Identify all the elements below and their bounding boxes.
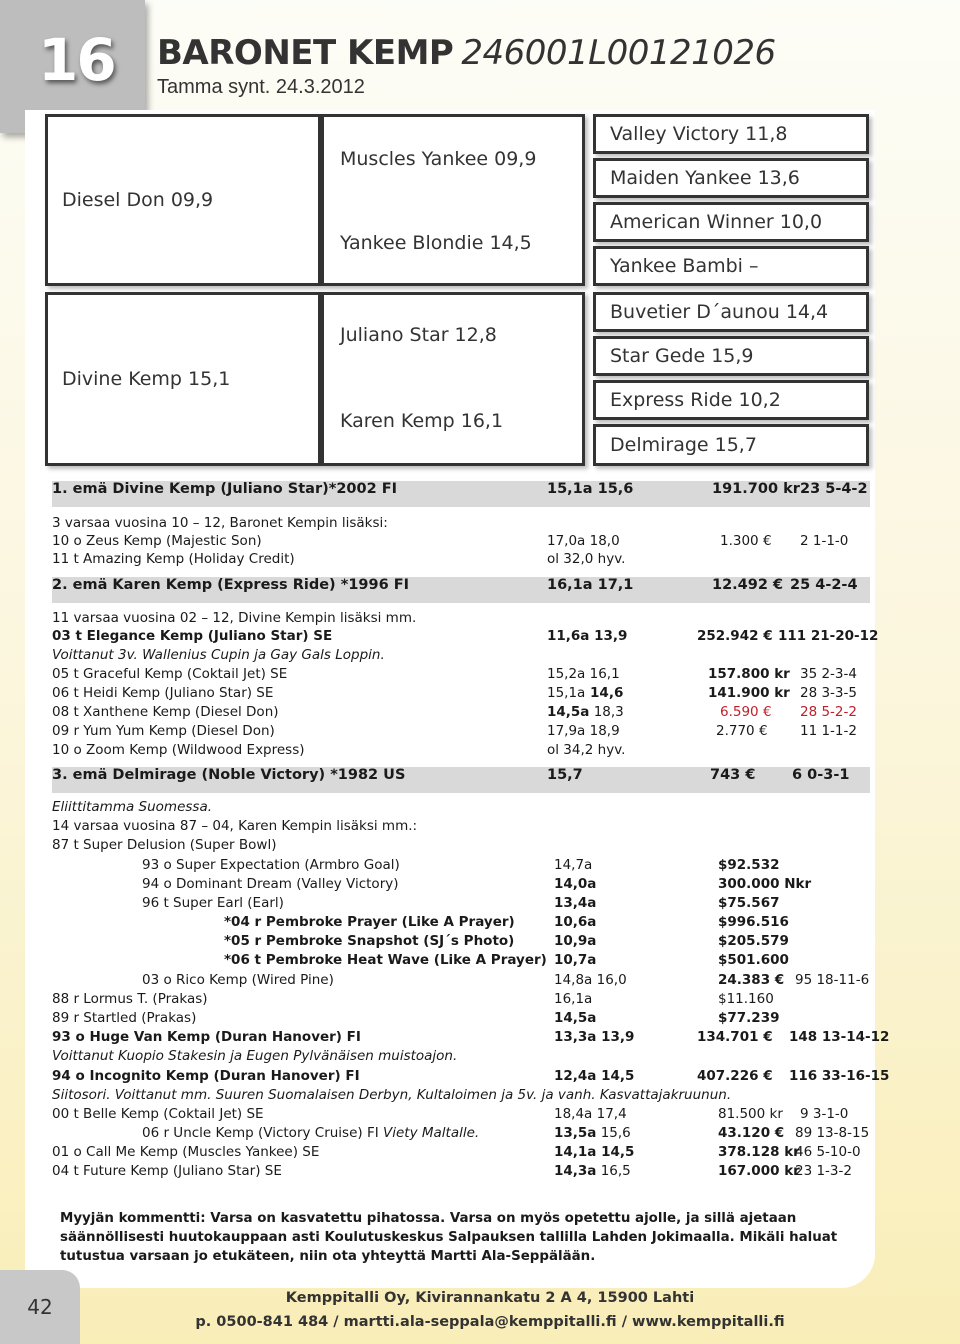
record-cell: $92.532 [718, 857, 780, 873]
record-row [52, 972, 870, 992]
registration-number: 246001L00121026 [461, 33, 776, 73]
record-cell: 15,2a 16,1 [547, 666, 620, 682]
record-cell: 23 5-4-2 [800, 481, 868, 497]
record-row [52, 1010, 870, 1030]
record-cell: 28 3-3-5 [800, 685, 857, 701]
record-cell: 00 t Belle Kemp (Coktail Jet) SE [52, 1106, 264, 1122]
pedigree-g3-1 [593, 114, 869, 154]
record-cell: 88 r Lormus T. (Prakas) [52, 991, 208, 1007]
record-cell: 157.800 kr [708, 666, 790, 682]
record-cell: 14,5a 18,3 [547, 704, 624, 720]
record-row [52, 610, 870, 630]
record-cell: 2 1-1-0 [800, 533, 849, 549]
record-cell: 09 r Yum Yum Kemp (Diesel Don) [52, 723, 275, 739]
record-cell: 11 1-1-2 [800, 723, 857, 739]
sire-dam: Yankee Blondie 14,5 [340, 232, 532, 254]
record-cell: 111 21-20-12 [778, 628, 879, 644]
g3-name: Valley Victory 11,8 [610, 123, 788, 145]
record-cell: 93 o Huge Van Kemp (Duran Hanover) FI [52, 1029, 361, 1045]
birth-date: Tamma synt. 24.3.2012 [157, 76, 365, 98]
dam-header-row [52, 767, 870, 793]
record-row [52, 1163, 870, 1183]
record-cell: 89 r Startled (Prakas) [52, 1010, 197, 1026]
record-cell: 743 € [710, 767, 756, 783]
record-cell: 23 1-3-2 [795, 1163, 852, 1179]
record-cell: 89 13-8-15 [795, 1125, 870, 1141]
record-cell: 12.492 € [712, 577, 784, 593]
record-row [52, 799, 870, 819]
record-cell: 6 0-3-1 [792, 767, 850, 783]
record-cell: 15,1a 15,6 [547, 481, 634, 497]
record-cell: 15,1a 14,6 [547, 685, 624, 701]
record-row [52, 551, 870, 571]
record-cell: 2.770 € [716, 723, 768, 739]
record-row [52, 1144, 870, 1164]
record-cell: 14,7a [554, 857, 593, 873]
record-cell: *06 t Pembroke Heat Wave (Like A Prayer) [224, 952, 547, 968]
record-cell: 18,4a 17,4 [554, 1106, 627, 1122]
record-cell: 9 3-1-0 [800, 1106, 849, 1122]
record-cell: 16,1a [554, 991, 593, 1007]
record-cell: 11 varsaa vuosina 02 – 12, Divine Kempin lisäksi mm. [52, 610, 417, 626]
record-cell: 17,9a 18,9 [547, 723, 620, 739]
record-cell: 46 5-10-0 [795, 1144, 861, 1160]
pedigree-sire [45, 114, 321, 286]
record-cell: 13,4a [554, 895, 597, 911]
record-row [52, 818, 870, 838]
record-cell: 93 o Super Expectation (Armbro Goal) [142, 857, 400, 873]
record-cell: 94 o Dominant Dream (Valley Victory) [142, 876, 399, 892]
horse-name [157, 33, 776, 73]
record-row [52, 533, 870, 553]
g3-name: Buvetier D´aunou 14,4 [610, 301, 829, 323]
pedigree-g3-7 [593, 380, 869, 420]
pedigree-dam-parents [321, 292, 585, 466]
pedigree-g3-5 [593, 292, 869, 332]
record-cell: 14,5a [554, 1010, 597, 1026]
record-cell: $77.239 [718, 1010, 780, 1026]
record-cell: $75.567 [718, 895, 780, 911]
record-row [52, 933, 870, 953]
record-row [52, 515, 870, 535]
dam-name: Divine Kemp 15,1 [62, 368, 231, 390]
g3-name: Yankee Bambi – [610, 255, 759, 277]
record-row [52, 1048, 870, 1068]
seller-comment: Myyjän kommentti: Varsa on kasvatettu pihatossa. Varsa on myös opetettu ajolle, ja sillä ajetaan säännöllisesti huutokauppaan asti Koulutuskeskus Salpauksen tallilla Lahden Jokimaalla. Mikäli haluat tutustua varsaan jo etukäteen, niin ota yhteyttä Martti Ala-Seppälään. [60, 1211, 838, 1264]
record-row [52, 685, 870, 705]
record-cell: 1.300 € [720, 533, 772, 549]
record-cell: 191.700 kr [712, 481, 800, 497]
record-row [52, 895, 870, 915]
record-cell: 10,9a [554, 933, 597, 949]
record-row [52, 837, 870, 857]
g3-name: Express Ride 10,2 [610, 389, 781, 411]
record-cell: 94 o Incognito Kemp (Duran Hanover) FI [52, 1068, 360, 1084]
record-cell: $501.600 [718, 952, 789, 968]
record-cell: 10,6a [554, 914, 597, 930]
record-cell: 35 2-3-4 [800, 666, 857, 682]
record-row [52, 742, 870, 762]
record-cell: $11.160 [718, 991, 774, 1007]
record-cell: *04 r Pembroke Prayer (Like A Prayer) [224, 914, 515, 930]
record-cell: 03 o Rico Kemp (Wired Pine) [142, 972, 334, 988]
footer-contact: p. 0500-841 484 / martti.ala-seppala@kemppitalli.fi / www.kemppitalli.fi [195, 1314, 785, 1330]
record-cell: 03 t Elegance Kemp (Juliano Star) SE [52, 628, 333, 644]
dam-header-row [52, 481, 870, 507]
record-row [52, 991, 870, 1011]
record-cell: $205.579 [718, 933, 789, 949]
page-number: 42 [0, 1270, 80, 1344]
record-row [52, 914, 870, 934]
record-row [52, 1106, 870, 1126]
record-cell: 14,3a 16,5 [554, 1163, 631, 1179]
record-cell: 87 t Super Delusion (Super Bowl) [52, 837, 277, 853]
record-cell: ol 32,0 hyv. [547, 551, 626, 567]
record-cell: 14 varsaa vuosina 87 – 04, Karen Kempin lisäksi mm.: [52, 818, 418, 834]
record-cell: 407.226 € [697, 1068, 773, 1084]
record-cell: 96 t Super Earl (Earl) [142, 895, 284, 911]
record-row [52, 628, 879, 648]
record-cell: 11,6a 13,9 [547, 628, 628, 644]
record-row [52, 704, 870, 724]
record-cell: 06 r Uncle Kemp (Victory Cruise) FI Viety Maltalle. [142, 1125, 480, 1141]
record-cell: 43.120 € [718, 1125, 785, 1141]
pedigree-g3-6 [593, 336, 869, 376]
record-cell: 28 5-2-2 [800, 704, 857, 720]
record-cell: Voittanut 3v. Wallenius Cupin ja Gay Gals Loppin. [52, 647, 385, 663]
record-row [52, 876, 870, 896]
record-cell: 3 varsaa vuosina 10 – 12, Baronet Kempin lisäksi: [52, 515, 388, 531]
record-row [52, 857, 870, 877]
record-cell: 141.900 kr [708, 685, 790, 701]
pedigree-g3-4 [593, 246, 869, 286]
record-cell: 81.500 kr [718, 1106, 783, 1122]
pedigree-g3-2 [593, 158, 869, 198]
record-cell: *05 r Pembroke Snapshot (SJ´s Photo) [224, 933, 515, 949]
g3-name: American Winner 10,0 [610, 211, 823, 233]
record-row [52, 666, 870, 686]
dam-header-row [52, 577, 870, 603]
record-cell: 14,1a 14,5 [554, 1144, 635, 1160]
record-row [52, 723, 870, 743]
g3-name: Delmirage 15,7 [610, 434, 757, 456]
record-cell: 95 18-11-6 [795, 972, 870, 988]
pedigree-g3-3 [593, 202, 869, 242]
record-cell: 134.701 € [697, 1029, 773, 1045]
record-cell: $996.516 [718, 914, 789, 930]
record-cell: 11 t Amazing Kemp (Holiday Credit) [52, 551, 295, 567]
dam-sire: Juliano Star 12,8 [340, 324, 497, 346]
record-cell: 378.128 kr [718, 1144, 800, 1160]
record-cell: 148 13-14-12 [789, 1029, 890, 1045]
g3-name: Star Gede 15,9 [610, 345, 754, 367]
record-cell: 1. emä Divine Kemp (Juliano Star)*2002 FI [52, 481, 398, 497]
record-row [52, 1087, 870, 1107]
record-cell: 14,0a [554, 876, 597, 892]
record-cell: ol 34,2 hyv. [547, 742, 626, 758]
record-cell: 10 o Zoom Kemp (Wildwood Express) [52, 742, 305, 758]
catalog-number: 16 [38, 26, 115, 94]
record-cell: 15,7 [547, 767, 583, 783]
record-cell: 2. emä Karen Kemp (Express Ride) *1996 FI [52, 577, 410, 593]
record-cell: 13,5a 15,6 [554, 1125, 631, 1141]
horse-name-text: BARONET KEMP [157, 33, 454, 73]
record-cell: 05 t Graceful Kemp (Coktail Jet) SE [52, 666, 288, 682]
record-cell: 300.000 Nkr [718, 876, 812, 892]
record-cell: 6.590 € [720, 704, 772, 720]
record-cell: Voittanut Kuopio Stakesin ja Eugen Pylvänäisen muistoajon. [52, 1048, 458, 1064]
record-row [52, 952, 870, 972]
pedigree-g3-8 [593, 424, 869, 466]
record-cell: 252.942 € [697, 628, 773, 644]
record-cell: 06 t Heidi Kemp (Juliano Star) SE [52, 685, 274, 701]
record-cell: Siitosori. Voittanut mm. Suuren Suomalaisen Derbyn, Kultaloimen ja 5v. ja vanh. Kasvattajakruunun. [52, 1087, 732, 1103]
record-row [52, 1068, 890, 1088]
sire-name: Diesel Don 09,9 [62, 189, 214, 211]
pedigree-sire-parents [321, 114, 585, 286]
record-cell: 04 t Future Kemp (Juliano Star) SE [52, 1163, 282, 1179]
footer-address: Kemppitalli Oy, Kivirannankatu 2 A 4, 15900 Lahti [285, 1290, 695, 1306]
record-cell: 3. emä Delmirage (Noble Victory) *1982 US [52, 767, 406, 783]
uncle-note: Viety Maltalle. [383, 1125, 480, 1141]
record-cell: 10 o Zeus Kemp (Majestic Son) [52, 533, 262, 549]
record-cell: 24.383 € [718, 972, 785, 988]
record-cell: 167.000 kr [718, 1163, 800, 1179]
g3-name: Maiden Yankee 13,6 [610, 167, 800, 189]
dam-dam: Karen Kemp 16,1 [340, 410, 504, 432]
record-row [52, 647, 870, 667]
record-cell: 14,8a 16,0 [554, 972, 627, 988]
pedigree-dam [45, 292, 321, 466]
record-row [52, 1029, 890, 1049]
record-cell: 16,1a 17,1 [547, 577, 634, 593]
record-cell: 25 4-2-4 [790, 577, 858, 593]
sire-sire: Muscles Yankee 09,9 [340, 148, 537, 170]
record-row [52, 1125, 870, 1145]
record-cell: 10,7a [554, 952, 597, 968]
record-cell: 116 33-16-15 [789, 1068, 890, 1084]
record-cell: 01 o Call Me Kemp (Muscles Yankee) SE [52, 1144, 320, 1160]
record-cell: 12,4a 14,5 [554, 1068, 635, 1084]
record-cell: 13,3a 13,9 [554, 1029, 635, 1045]
record-cell: 17,0a 18,0 [547, 533, 620, 549]
record-cell: 08 t Xanthene Kemp (Diesel Don) [52, 704, 279, 720]
record-cell: Eliittitamma Suomessa. [52, 799, 213, 815]
